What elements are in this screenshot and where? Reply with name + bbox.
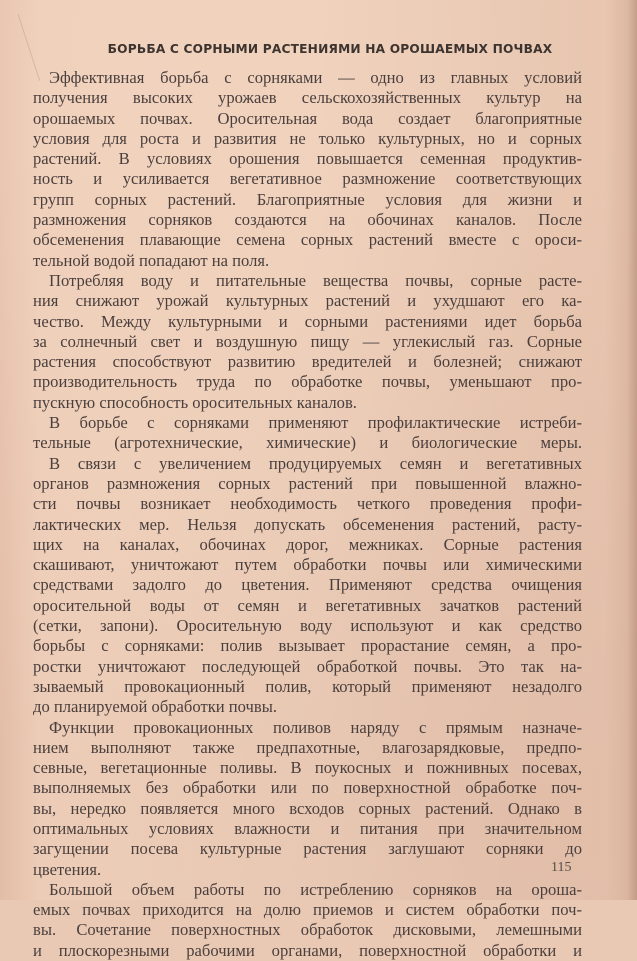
text-line: размножения сорняков создаются на обочинах каналов. После [33,210,582,230]
text-line: зываемый провокационный полив, который применяют незадолго [33,676,582,696]
text-line: выполняемых без обработки или по поверхностной обработке поч- [33,778,582,798]
text-line: емых почвах приходится на долю приемов и систем обработки поч- [33,900,582,920]
text-line: орошаемых почвах. Оросительная вода создает благоприятные [33,108,582,128]
text-line: и плоскорезными рабочими органами, поверхностной обработки и [33,940,582,960]
text-line: органов размножения сорных растений при повышенной влажно- [33,473,582,493]
text-line: групп сорных растений. Благоприятные условия для жизни и [33,189,582,209]
text-line: за солнечный свет и воздушную пищу — углекислый газ. Сорные [33,331,582,351]
text-line: ростки уничтожают последующей обработкой почвы. Это так на- [33,656,582,676]
text-line: нием выполняют также предпахотные, влагозарядковые, предпо- [33,737,582,757]
text-line: (сетки, запони). Оросительную воду используют и как средство [33,616,582,636]
text-line: Эффективная борьба с сорняками — одно из главных условий [49,68,582,87]
text-line: В борьбе с сорняками применяют профилактические истреби- [49,413,582,433]
text-line: пускную способность оросительных каналов. [33,392,357,412]
text-line: борьбы с сорняками: полив вызывает прорастание семян, а про- [33,636,582,656]
text-line: загущении посева культурные растения заглушают сорняки до [33,839,582,859]
text-line: цветения. [33,859,102,879]
text-line: средствами задолго до цветения. Применяют средства очищения [33,575,582,595]
text-line: В связи с увеличением продуцируемых семян и вегетативных [49,453,582,473]
text-line: получения высоких урожаев сельскохозяйственных культур на [33,88,582,108]
text-line: условия для роста и развития не только культурных, но и сорных [33,128,582,148]
text-line: ность и усиливается вегетативное размножение соответствующих [33,169,582,189]
text-line: тельной водой попадают на поля. [33,250,270,270]
text-line: оптимальных условиях влажности и питания при значительном [33,818,582,838]
text-line: Функции провокационных поливов наряду с прямым назначе- [49,717,582,737]
section-heading: БОРЬБА С СОРНЫМИ РАСТЕНИЯМИ НА ОРОШАЕМЫХ ПОЧВАХ [107,42,553,56]
text-line: вы, нередко появляется много всходов сорных растений. Однако в [33,798,582,818]
page-number: 115 [551,860,572,875]
text-line: скашивают, уничтожают путем обработки почвы или химическими [33,555,582,575]
text-line: вы. Сочетание поверхностных обработок дисковыми, лемешными [33,920,582,940]
text-line: чество. Между культурными и сорными растениями идет борьба [33,311,582,331]
text-line: ния снижают урожай культурных растений и ухудшают его ка- [33,291,582,311]
page-edge-shadow [627,0,637,900]
text-line: Большой объем работы по истреблению сорняков на ороша- [49,879,582,899]
text-line: тельные (агротехнические, химические) и биологические меры. [33,433,582,453]
text-line: растения способствуют развитию вредителей и болезней; снижают [33,352,582,372]
body-text [33,68,582,961]
text-line: оросительной воды от семян и вегетативных зачатков растений [33,595,582,615]
text-line: до планируемой обработки почвы. [33,697,278,717]
text-line: щих на каналах, обочинах дорог, межниках. Сорные растения [33,534,582,554]
text-line: сти почвы возникает необходимость четкого проведения профи- [33,494,582,514]
text-line: Потребляя воду и питательные вещества почвы, сорные расте- [49,270,582,290]
text-line: севные, вегетационные поливы. В поукосных и пожнивных посевах, [33,758,582,778]
text-line: производительность труда по обработке почвы, уменьшают про- [33,372,582,392]
text-line: растений. В условиях орошения повышается семенная продуктив- [33,149,582,169]
text-line: лактических мер. Нельзя допускать обсеменения растений, расту- [33,514,582,534]
text-line: обсеменения плавающие семена сорных растений вместе с ороси- [33,230,582,250]
